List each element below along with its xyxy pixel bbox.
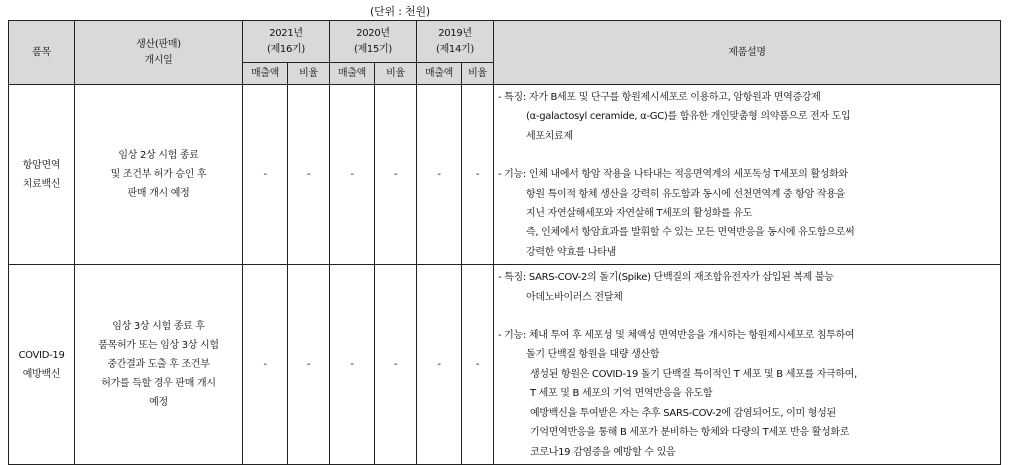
product-description (494, 85, 1001, 265)
header-launch-line: 개시일 (144, 54, 173, 66)
header-sales: 매출액 (330, 63, 375, 85)
desc-line: 돌기 단백질 항원을 대량 생산함 (526, 349, 660, 361)
header-sales: 매출액 (243, 63, 288, 85)
product-name-line: 예방백신 (22, 368, 61, 380)
header-ratio: 비율 (462, 63, 494, 85)
header-year: 2021년 (269, 27, 303, 39)
desc-spacer (498, 307, 996, 326)
desc-line: 생성된 항원은 COVID-19 돌기 단백질 특이적인 T 세포 및 B 세포를 자극하여, (530, 368, 858, 380)
header-year: 2020년 (356, 27, 390, 39)
ratio-2019: - (462, 85, 494, 265)
header-term: (제14기) (435, 43, 475, 55)
launch-line: 중간결과 도출 후 조건부 (107, 359, 210, 371)
header-year-2019 (417, 21, 494, 63)
table-row (9, 265, 1001, 465)
desc-line: 아데노바이러스 전달체 (526, 291, 623, 303)
product-name-line: 치료백신 (22, 178, 61, 190)
desc-line: 세포치료제 (526, 130, 573, 142)
desc-line: 코로나19 감염증을 예방할 수 있음 (530, 446, 676, 458)
launch-date (75, 85, 243, 265)
desc-line: (α-galactosyl ceramide, α-GC)를 함유한 개인맞춤형 의약품으로 전자 도입 (526, 111, 851, 123)
sales-2021: - (243, 85, 288, 265)
sales-2021: - (243, 265, 288, 465)
desc-line: - 특징: SARS-COV-2의 돌기(Spike) 단백질의 재조합유전자가 삽입된 복제 불능 (498, 272, 834, 284)
launch-line: 품목허가 또는 임상 3상 시험 (98, 340, 219, 352)
header-ratio: 비율 (288, 63, 330, 85)
product-description (494, 265, 1001, 465)
desc-line: 예방백신을 투여받은 자는 추후 SARS-COV-2에 감염되어도, 이미 형성된 (530, 407, 836, 419)
table-row (9, 85, 1001, 265)
header-sales: 매출액 (417, 63, 462, 85)
launch-line: 임상 2상 시험 종료 (118, 150, 199, 162)
sales-2019: - (417, 265, 462, 465)
launch-line: 허가를 득할 경우 판매 개시 (101, 378, 216, 390)
desc-line: - 기능: 체내 투여 후 세포성 및 체액성 면역반응을 개시하는 항원제시세포로 침투하여 (498, 330, 855, 342)
sales-2019: - (417, 85, 462, 265)
product-name (9, 85, 75, 265)
header-description: 제품설명 (494, 21, 1001, 85)
header-ratio: 비율 (375, 63, 417, 85)
product-name (9, 265, 75, 465)
header-year-2020 (330, 21, 417, 63)
sales-2020: - (330, 85, 375, 265)
header-term: (제15기) (353, 43, 393, 55)
ratio-2019: - (462, 265, 494, 465)
desc-spacer (498, 146, 996, 165)
ratio-2021: - (288, 85, 330, 265)
desc-line: 기억면역반응을 통해 B 세포가 분비하는 항체와 다량의 T세포 반응 활성화로 (530, 427, 850, 439)
product-table (8, 20, 1001, 465)
launch-line: 판매 개시 예정 (127, 188, 190, 200)
desc-line: 지닌 자연살해세포와 자연살해 T세포의 활성화를 유도 (526, 208, 753, 220)
ratio-2020: - (375, 85, 417, 265)
header-item: 품목 (9, 21, 75, 85)
unit-label: (단위 : 천원) (370, 5, 430, 18)
ratio-2021: - (288, 265, 330, 465)
desc-line: 강력한 약효를 나타냄 (526, 246, 616, 258)
product-name-line: COVID-19 (18, 349, 65, 361)
launch-line: 및 조건부 허가 승인 후 (110, 169, 207, 181)
sales-2020: - (330, 265, 375, 465)
desc-line: T 세포 및 B 세포의 기억 면역반응을 유도함 (530, 388, 713, 400)
desc-line: - 기능: 인체 내에서 항암 작용을 나타내는 적응면역계의 세포독성 T세포의 활성화와 (498, 169, 848, 181)
desc-line: 항원 특이적 항체 생산을 강력히 유도함과 동시에 선천면역계 중 항암 작용을 (526, 188, 845, 200)
header-launch-date (75, 21, 243, 85)
desc-line: 즉, 인체에서 항암효과를 발휘할 수 있는 모든 면역반응을 동시에 유도함으로써 (526, 227, 855, 239)
header-launch-line: 생산(판매) (136, 38, 181, 50)
desc-line: - 특징: 자가 B세포 및 단구를 항원제시세포로 이용하고, 암항원과 면역증강제 (498, 92, 821, 103)
launch-line: 예정 (149, 397, 168, 409)
launch-date (75, 265, 243, 465)
header-year-2021 (243, 21, 330, 63)
ratio-2020: - (375, 265, 417, 465)
product-name-line: 항암면역 (22, 159, 61, 171)
header-year: 2019년 (438, 27, 472, 39)
launch-line: 임상 3상 시험 종료 후 (112, 321, 205, 333)
header-term: (제16기) (266, 43, 306, 55)
